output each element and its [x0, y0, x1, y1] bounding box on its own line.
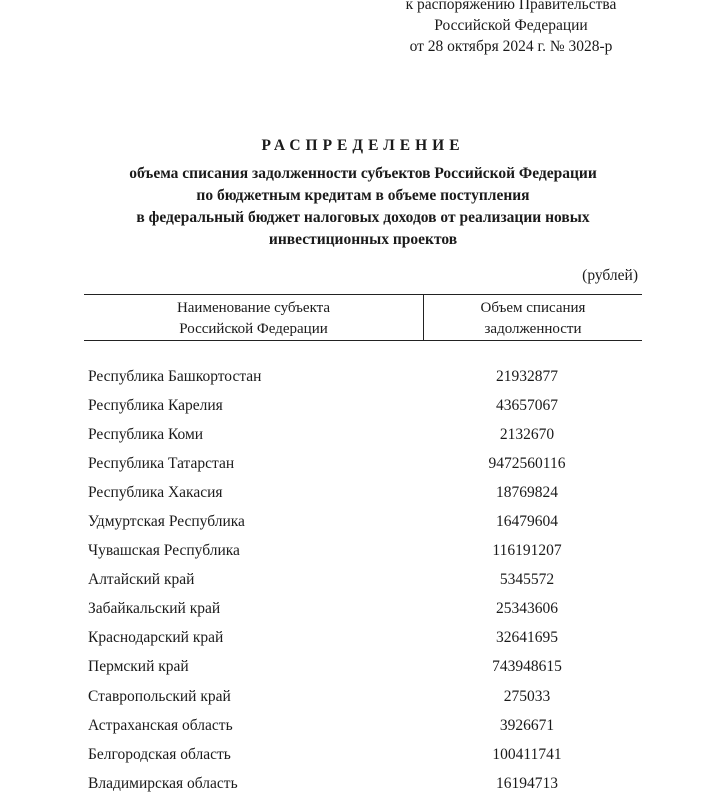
debt-amount: 3926671 [499, 716, 555, 734]
subject-name: Республика Коми [88, 425, 204, 443]
subject-name: Республика Хакасия [88, 483, 223, 501]
debt-amount: 5345572 [499, 571, 555, 589]
column-header-subject-line-2: Российской Федерации [179, 321, 328, 337]
table-row [88, 566, 642, 595]
column-header-subject-line-1: Наименование субъекта [176, 300, 331, 316]
debt-amount: 16194713 [496, 774, 558, 792]
subtitle-line-2: по бюджетным кредитам в объеме поступления [196, 187, 530, 204]
subject-name: Алтайский край [88, 571, 195, 589]
debt-amount: 21932877 [496, 367, 558, 385]
annex-line-3: от 28 октября 2024 г. № 3028-р [409, 38, 613, 55]
table-body [88, 362, 642, 798]
debt-amount: 275033 [503, 687, 551, 705]
subject-name: Пермский край [88, 658, 189, 676]
debt-amount: 116191207 [492, 542, 562, 560]
table-row [88, 507, 642, 536]
debt-amount: 18769824 [496, 483, 558, 501]
debt-amount: 9472560116 [488, 454, 566, 472]
subject-name: Республика Карелия [88, 396, 223, 414]
table-row [88, 362, 642, 391]
debt-amount: 25343606 [496, 600, 558, 618]
debt-amount: 743948615 [492, 658, 562, 676]
subject-name: Ставропольский край [88, 687, 231, 705]
subject-name: Астраханская область [88, 716, 233, 734]
subject-name: Чувашская Республика [88, 542, 240, 560]
document-heading: РАСПРЕДЕЛЕНИЕ [261, 137, 465, 154]
subtitle-line-4: инвестиционных проектов [268, 231, 458, 248]
debt-amount: 43657067 [496, 396, 558, 414]
table-row [88, 478, 642, 507]
table-row [88, 682, 642, 711]
subject-name: Республика Татарстан [88, 454, 235, 472]
column-header-amount-line-1: Объем списания [480, 300, 586, 316]
document-subtitle [60, 163, 666, 251]
annex-line-1: к распоряжению Правительства [405, 0, 617, 13]
table-row [88, 653, 642, 682]
column-header-subject [84, 295, 424, 340]
subject-name: Забайкальский край [88, 600, 221, 618]
debt-amount: 32641695 [496, 629, 558, 647]
annex-reference [380, 0, 642, 57]
table-row [88, 391, 642, 420]
subtitle-line-1: объема списания задолженности субъектов Российской Федерации [129, 165, 597, 182]
debt-amount: 2132670 [499, 425, 555, 443]
subject-name: Краснодарский край [88, 629, 224, 647]
subject-name: Владимирская область [88, 774, 238, 792]
table-row [88, 595, 642, 624]
debt-amount: 100411741 [492, 745, 562, 763]
subject-name: Республика Башкортостан [88, 367, 262, 385]
units-label: (рублей) [582, 267, 638, 284]
table-row [88, 537, 642, 566]
table-row [88, 449, 642, 478]
table-row [88, 769, 642, 798]
table-row [88, 711, 642, 740]
subtitle-line-3: в федеральный бюджет налоговых доходов от реализации новых [136, 209, 590, 226]
debt-amount: 16479604 [496, 513, 558, 531]
subject-name: Удмуртская Республика [88, 513, 245, 531]
column-header-amount [424, 295, 642, 340]
table-header [84, 294, 642, 341]
column-header-amount-line-2: задолженности [484, 321, 582, 337]
subject-name: Белгородская область [88, 745, 231, 763]
annex-line-2: Российской Федерации [434, 17, 588, 34]
table-row [88, 740, 642, 769]
table-row [88, 624, 642, 653]
table-row [88, 420, 642, 449]
